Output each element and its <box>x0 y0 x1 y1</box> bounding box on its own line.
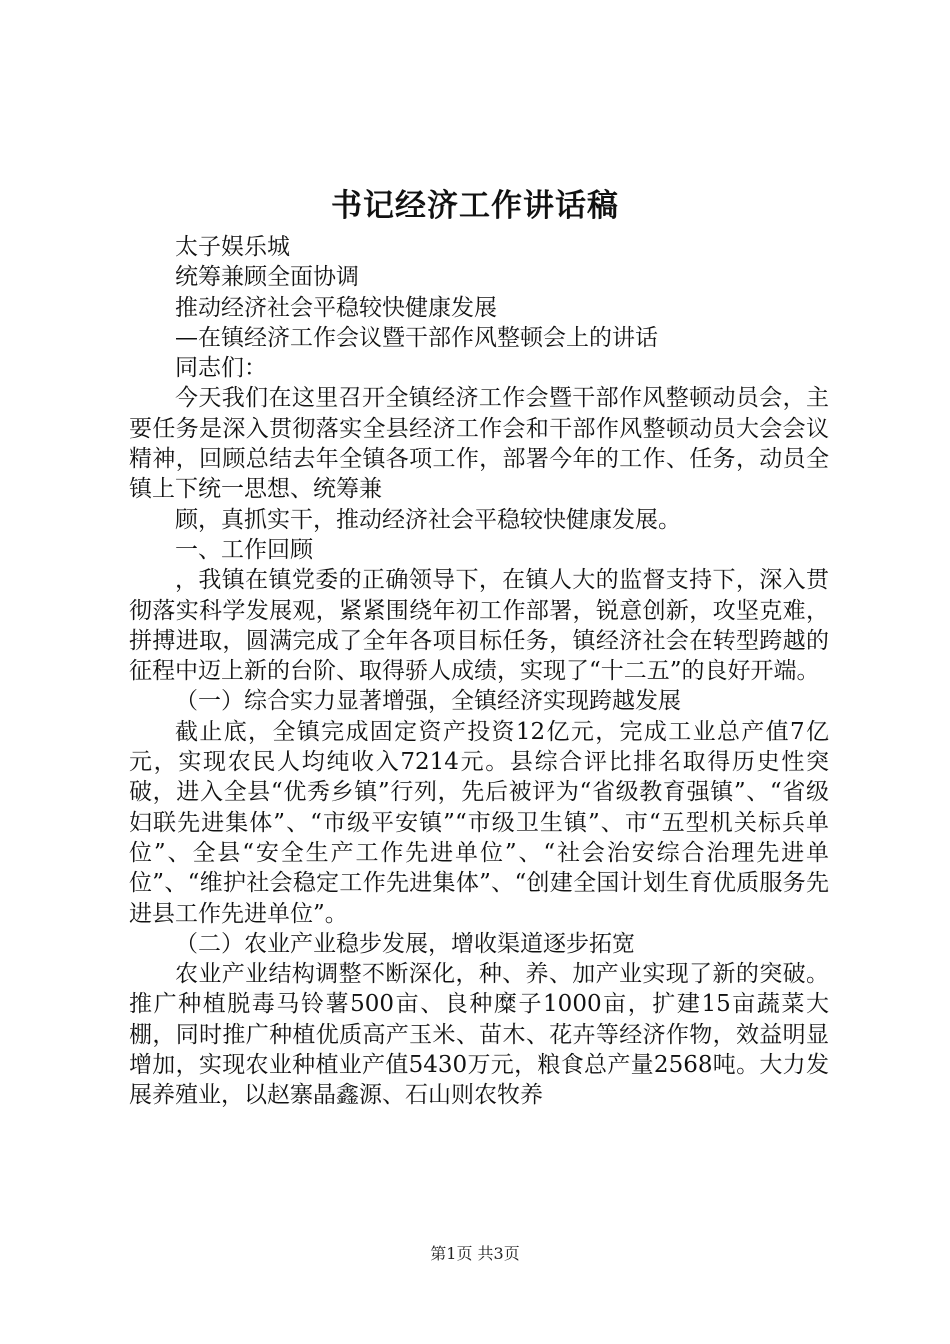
section-heading: 一、工作回顾 <box>175 536 313 563</box>
paragraph: 统筹兼顾全面协调 <box>175 264 359 291</box>
subsection-heading: （一）综合实力显著增强，全镇经济实现跨越发展 <box>175 688 681 715</box>
paragraph: ，我镇在镇党委的正确领导下，在镇人大的监督支持下，深入贯彻落实科学发展观，紧紧围绕年初工作部署，锐意创新，攻坚克难，拼搏进取，圆满完成了全年各项目标任务，镇经济社会在转型跨越的征程中迈上新的台阶、取得骄人成绩，实现了“十二五”的良好开端。 <box>129 567 829 685</box>
paragraph: 同志们： <box>175 355 267 382</box>
page-footer: 第1页 共3页 <box>430 1244 520 1263</box>
paragraph: 截止底，全镇完成固定资产投资12亿元，完成工业总产值7亿元，实现农民人均纯收入7214元。县综合评比排名取得历史性突破，进入全县“优秀乡镇”行列，先后被评为“省级教育强镇”、“省级妇联先进集体”、“市级平安镇”“市级卫生镇”、市“五型机关标兵单位”、全县“安全生产工作先进单位”、“社会治安综合治理先进单位”、“维护社会稳定工作先进集体”、“创建全国计划生育优质服务先进县工作先进单位”。 <box>129 718 829 927</box>
document-title: 书记经济工作讲话稿 <box>331 188 619 224</box>
paragraph: 今天我们在这里召开全镇经济工作会暨干部作风整顿动员会，主要任务是深入贯彻落实全县经济工作会和干部作风整顿动员大会会议精神，回顾总结去年全镇各项工作，部署今年的工作、任务，动员全镇上下统一思想、统筹兼 <box>129 385 829 503</box>
document-body <box>129 232 829 1111</box>
paragraph: 推动经济社会平稳较快健康发展 <box>175 294 497 321</box>
paragraph: 太子娱乐城 <box>175 234 290 260</box>
paragraph: 顾，真抓实干，推动经济社会平稳较快健康发展。 <box>175 506 681 533</box>
paragraph: —在镇经济工作会议暨干部作风整顿会上的讲话 <box>175 324 658 351</box>
subsection-heading: （二）农业产业稳步发展，增收渠道逐步拓宽 <box>175 930 635 957</box>
paragraph: 农业产业结构调整不断深化，种、养、加产业实现了新的突破。推广种植脱毒马铃薯500亩、良种糜子1000亩，扩建15亩蔬菜大棚，同时推广种植优质高产玉米、苗木、花卉等经济作物，效益明显增加，实现农业种植业产值5430万元，粮食总产量2568吨。大力发展养殖业，以赵寨晶鑫源、石山则农牧养 <box>129 961 829 1109</box>
